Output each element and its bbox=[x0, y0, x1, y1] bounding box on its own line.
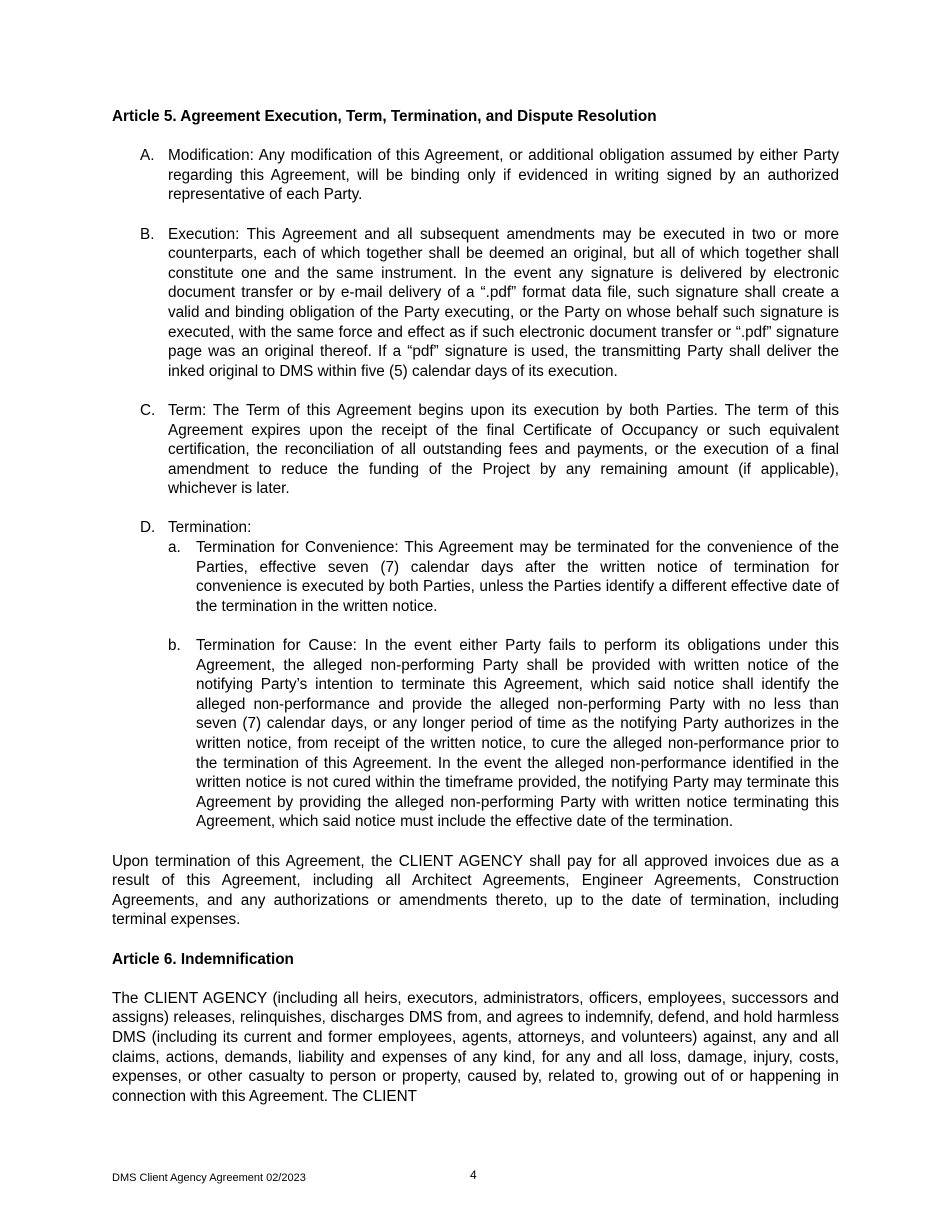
list-marker: B. bbox=[140, 225, 155, 243]
sub-item-text: Termination for Cause: In the event either Party fails to perform its obligations under this Agreement, the alleged non-performing Party shall be provided with written notice of the notifying Party’s intention to terminate this Agreement, which said notice shall identify the alleged non-performance and provide the alleged non-performing Party with no less than seven (7) calendar days, or any longer period of time as the notifying Party authorizes in the written notice, from receipt of the written notice, to cure the alleged non-performance prior to the termination of this Agreement. In the event the alleged non-performance identified in the written notice is not cured within the timeframe provided, the notifying Party may terminate this Agreement by providing the alleged non-performing Party with written notice terminating this Agreement, which said notice must include the effective date of the termination. bbox=[196, 637, 839, 831]
list-marker: A. bbox=[140, 147, 155, 165]
footer-page-number: 4 bbox=[470, 1168, 477, 1182]
list-marker: C. bbox=[140, 401, 156, 419]
article-5-list bbox=[112, 146, 839, 832]
termination-label: Termination: bbox=[168, 519, 252, 537]
footer-document-title: DMS Client Agency Agreement 02/2023 bbox=[112, 1172, 306, 1184]
sub-list-marker: a. bbox=[168, 539, 181, 557]
list-item-text: Term: The Term of this Agreement begins upon its execution by both Parties. The term of this Agreement expires upon the receipt of the final Certificate of Occupancy or such equivalent certification, the reconciliation of all outstanding fees and payments, or the execution of a final amendment to reduce the funding of the Project by any remaining amount (if applicable), whichever is later. bbox=[168, 401, 839, 498]
article-6-heading: Article 6. Indemnification bbox=[112, 950, 294, 968]
list-item-termination bbox=[112, 518, 839, 832]
sub-item-text: Termination for Convenience: This Agreement may be terminated for the convenience of the Parties, effective seven (7) calendar days after the written notice of termination for convenience is executed by both Parties, unless the Parties identify a different effective date of the termination in the written notice. bbox=[196, 539, 839, 615]
termination-payment-paragraph: Upon termination of this Agreement, the CLIENT AGENCY shall pay for all approved invoices due as a result of this Agreement, including all Architect Agreements, Engineer Agreements, Construction Agreements, and any authorizations or amendments thereto, up to the date of termination, including terminal expenses. bbox=[112, 852, 839, 929]
list-item-text: Execution: This Agreement and all subsequent amendments may be executed in two or more counterparts, each of which together shall be deemed an original, but all of which together shall constitute one and the same instrument. In the event any signature is delivered by electronic document transfer or by e-mail delivery of a “.pdf” format data file, such signature shall create a valid and binding obligation of the Party executing, or the Party on whose behalf such signature is executed, with the same force and effect as if such electronic document transfer or “.pdf” signature page was an original thereof. If a “pdf” signature is used, the transmitting Party shall deliver the inked original to DMS within five (5) calendar days of its execution. bbox=[168, 225, 839, 380]
list-item-text: Modification: Any modification of this Agreement, or additional obligation assumed by either Party regarding this Agreement, will be binding only if evidenced in writing signed by an authorized representative of each Party. bbox=[168, 147, 839, 204]
sub-list-marker: b. bbox=[168, 637, 181, 655]
sub-item-cause bbox=[168, 636, 839, 832]
sub-item-convenience bbox=[168, 538, 839, 616]
list-item-modification bbox=[112, 146, 839, 205]
article-5-heading: Article 5. Agreement Execution, Term, Termination, and Dispute Resolution bbox=[112, 108, 657, 125]
list-item-term bbox=[112, 401, 839, 499]
indemnification-paragraph: The CLIENT AGENCY (including all heirs, executors, administrators, officers, employees, successors and assigns) releases, relinquishes, discharges DMS from, and agrees to indemnify, defend, and hold harmless DMS (including its current and former employees, agents, attorneys, and volunteers) against, any and all claims, actions, demands, liability and expenses of any kind, for any and all loss, damage, injury, costs, expenses, or other casualty to person or property, caused by, related to, growing out of or happening in connection with this Agreement. The CLIENT bbox=[112, 989, 839, 1105]
list-marker: D. bbox=[140, 519, 156, 537]
document-page bbox=[112, 107, 839, 1106]
list-item-execution bbox=[112, 225, 839, 382]
